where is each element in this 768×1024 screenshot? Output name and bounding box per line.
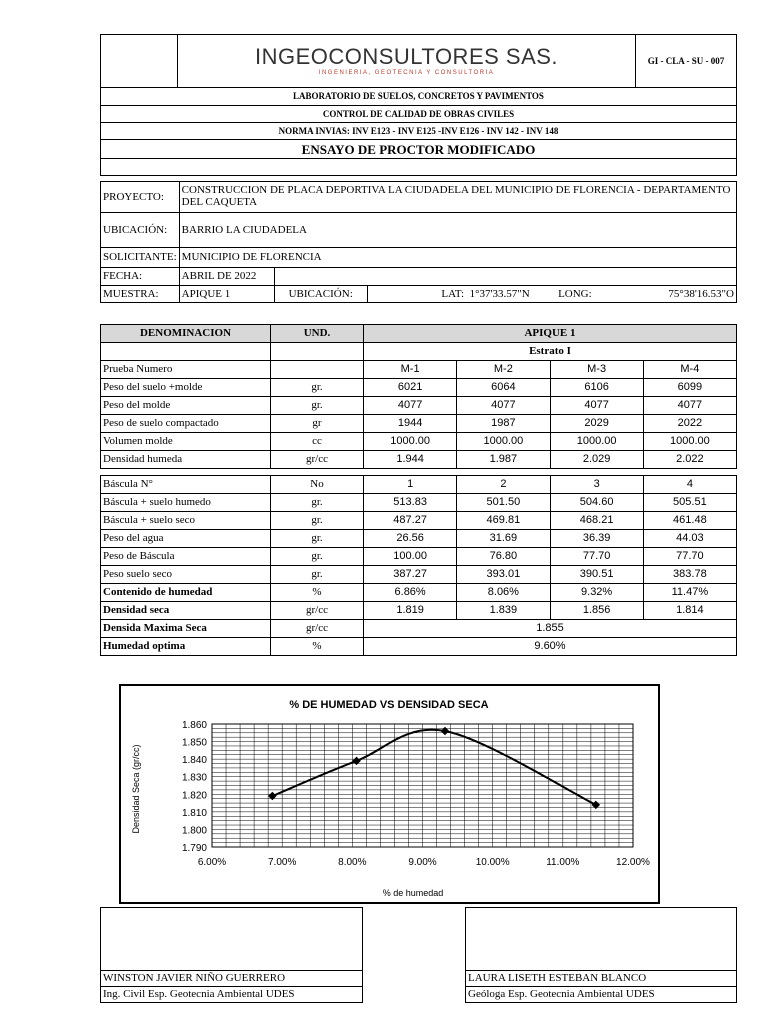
- table-gap: [101, 469, 737, 476]
- row-value: M-1: [364, 361, 457, 379]
- norma-title: NORMA INVIAS: INV E123 - INV E125 -INV E126 - INV 142 - INV 148: [101, 123, 737, 140]
- row-value: 2.022: [643, 451, 736, 469]
- row-value: 4077: [457, 397, 550, 415]
- row-value: 100.00: [364, 548, 457, 566]
- signer-title: Geóloga Esp. Geotecnia Ambiental UDES: [466, 987, 737, 1003]
- page-title: ENSAYO DE PROCTOR MODIFICADO: [101, 140, 737, 159]
- row-value: 4077: [550, 397, 643, 415]
- ubicacion-label: UBICACIÓN:: [101, 213, 180, 248]
- row-value: 6106: [550, 379, 643, 397]
- row-label: Peso del molde: [101, 397, 271, 415]
- row-unit: gr/cc: [271, 620, 364, 638]
- y-tick-label: 1.860: [181, 720, 207, 731]
- logo-sub: INGENIERIA, GEOTECNIA Y CONSULTORIA: [318, 70, 495, 76]
- row-value: M-2: [457, 361, 550, 379]
- row-value: 77.70: [643, 548, 736, 566]
- muestra-label: MUESTRA:: [101, 286, 180, 303]
- row-unit: gr.: [271, 397, 364, 415]
- row-value: 2029: [550, 415, 643, 433]
- row-value: 1.987: [457, 451, 550, 469]
- table-row: [101, 566, 737, 584]
- row-value: 77.70: [550, 548, 643, 566]
- row-unit: No: [271, 476, 364, 494]
- chart-svg: [121, 686, 658, 902]
- row-value: 1.814: [643, 602, 736, 620]
- lat-label: LAT:: [441, 287, 465, 300]
- row-value: 8.06%: [457, 584, 550, 602]
- table-row: [101, 361, 737, 379]
- table-row: [101, 530, 737, 548]
- row-unit: gr.: [271, 566, 364, 584]
- table-row: [101, 638, 737, 656]
- col-header-apique: APIQUE 1: [364, 325, 737, 343]
- table-row: [101, 584, 737, 602]
- long-label: LONG:: [532, 286, 594, 303]
- row-value: 3: [550, 476, 643, 494]
- muestra-value: APIQUE 1: [179, 286, 274, 303]
- gap-cell: [101, 469, 737, 476]
- row-label: Contenido de humedad: [101, 584, 271, 602]
- blank-cell: [101, 343, 271, 361]
- row-label: Báscula N°: [101, 476, 271, 494]
- lab-title: LABORATORIO DE SUELOS, CONCRETOS Y PAVIMENTOS: [101, 88, 737, 106]
- row-unit: gr.: [271, 494, 364, 512]
- logo: [178, 35, 636, 88]
- row-value: 9.32%: [550, 584, 643, 602]
- x-tick-label: 12.00%: [616, 857, 650, 868]
- fecha-value: ABRIL DE 2022: [179, 268, 274, 286]
- row-label: Densidad seca: [101, 602, 271, 620]
- row-value: 383.78: [643, 566, 736, 584]
- row-value: 1000.00: [457, 433, 550, 451]
- y-tick-label: 1.790: [181, 843, 207, 854]
- row-label: Humedad optima: [101, 638, 271, 656]
- row-label: Peso de Báscula: [101, 548, 271, 566]
- row-value: 1000.00: [550, 433, 643, 451]
- row-value: 1.819: [364, 602, 457, 620]
- row-value: 11.47%: [643, 584, 736, 602]
- estrato-label: Estrato I: [364, 343, 737, 361]
- blank-cell: [271, 343, 364, 361]
- row-value: 9.60%: [364, 638, 737, 656]
- y-tick-label: 1.850: [181, 737, 207, 749]
- row-value: 26.56: [364, 530, 457, 548]
- ubicacion2-label: UBICACIÓN:: [274, 286, 367, 303]
- row-value: 1000.00: [643, 433, 736, 451]
- y-tick-label: 1.830: [181, 772, 207, 784]
- table-row: [101, 397, 737, 415]
- row-value: 4077: [643, 397, 736, 415]
- info-table: [100, 181, 737, 303]
- row-value: 390.51: [550, 566, 643, 584]
- control-title: CONTROL DE CALIDAD DE OBRAS CIVILES: [101, 106, 737, 123]
- row-value: 6.86%: [364, 584, 457, 602]
- x-tick-label: 9.00%: [408, 857, 437, 868]
- data-point: [268, 792, 276, 800]
- row-unit: gr/cc: [271, 602, 364, 620]
- x-tick-label: 7.00%: [267, 857, 297, 868]
- row-label: Volumen molde: [101, 433, 271, 451]
- row-unit: gr: [271, 415, 364, 433]
- signature-area: [465, 907, 737, 970]
- row-unit: gr.: [271, 548, 364, 566]
- x-tick-label: 6.00%: [197, 857, 227, 868]
- row-label: Prueba Numero: [101, 361, 271, 379]
- y-tick-label: 1.800: [181, 825, 207, 837]
- row-value: 1.856: [550, 602, 643, 620]
- row-value: 1: [364, 476, 457, 494]
- row-value: 36.39: [550, 530, 643, 548]
- row-value: 513.83: [364, 494, 457, 512]
- lat-value: 1°37'33.57"N: [469, 287, 530, 300]
- row-value: 504.60: [550, 494, 643, 512]
- fecha-spacer: [274, 268, 736, 286]
- row-label: Peso de suelo compactado: [101, 415, 271, 433]
- row-value: 1.839: [457, 602, 550, 620]
- row-value: 1987: [457, 415, 550, 433]
- table-row: [101, 512, 737, 530]
- row-label: Densidad humeda: [101, 451, 271, 469]
- table-row: [101, 602, 737, 620]
- row-value: 4: [643, 476, 736, 494]
- table-row: [101, 433, 737, 451]
- chart: [119, 684, 660, 904]
- row-value: 4077: [364, 397, 457, 415]
- solicitante-value: MUNICIPIO DE FLORENCIA: [179, 248, 736, 268]
- signature-block-1: [100, 907, 363, 1003]
- row-unit: gr.: [271, 379, 364, 397]
- x-tick-label: 11.00%: [546, 857, 580, 868]
- row-label: Peso del suelo +molde: [101, 379, 271, 397]
- row-value: 1944: [364, 415, 457, 433]
- y-tick-label: 1.840: [181, 755, 207, 767]
- row-value: M-3: [550, 361, 643, 379]
- row-value: 505.51: [643, 494, 736, 512]
- row-unit: gr/cc: [271, 451, 364, 469]
- x-tick-label: 10.00%: [475, 857, 510, 868]
- signature-area: [100, 907, 363, 970]
- table-row: [101, 476, 737, 494]
- row-unit: gr.: [271, 512, 364, 530]
- table-row: [101, 494, 737, 512]
- row-value: 1.944: [364, 451, 457, 469]
- row-value: 6021: [364, 379, 457, 397]
- ubicacion-value: BARRIO LA CIUDADELA: [179, 213, 736, 248]
- table-row: [101, 379, 737, 397]
- table-row: [101, 451, 737, 469]
- row-unit: gr.: [271, 530, 364, 548]
- row-label: Peso suelo seco: [101, 566, 271, 584]
- row-unit: [271, 361, 364, 379]
- lat-cell: [367, 286, 532, 303]
- proyecto-value: CONSTRUCCION DE PLACA DEPORTIVA LA CIUDADELA DEL MUNICIPIO DE FLORENCIA - DEPARTAMENTO DEL CAQUETA: [179, 182, 736, 213]
- header-left-cell: [101, 35, 178, 88]
- row-value: 501.50: [457, 494, 550, 512]
- proctor-data-table: [100, 324, 737, 656]
- row-value: 1000.00: [364, 433, 457, 451]
- x-tick-label: 8.00%: [338, 857, 367, 868]
- row-value: 461.48: [643, 512, 736, 530]
- row-value: 469.81: [457, 512, 550, 530]
- row-value: 76.80: [457, 548, 550, 566]
- row-unit: %: [271, 638, 364, 656]
- row-value: 6064: [457, 379, 550, 397]
- chart-ticks: [182, 720, 650, 868]
- col-header-und: UND.: [271, 325, 364, 343]
- row-value: 393.01: [457, 566, 550, 584]
- y-tick-label: 1.810: [181, 807, 207, 819]
- row-value: 387.27: [364, 566, 457, 584]
- chart-title: % DE HUMEDAD VS DENSIDAD SECA: [289, 699, 489, 711]
- proyecto-label: PROYECTO:: [101, 182, 180, 213]
- solicitante-label: SOLICITANTE:: [101, 248, 180, 268]
- row-value: 44.03: [643, 530, 736, 548]
- row-value: 1.855: [364, 620, 737, 638]
- table-row: [101, 620, 737, 638]
- col-header-denominacion: DENOMINACION: [101, 325, 271, 343]
- signer-title: Ing. Civil Esp. Geotecnia Ambiental UDES: [101, 987, 363, 1003]
- row-label: Densida Maxima Seca: [101, 620, 271, 638]
- row-unit: %: [271, 584, 364, 602]
- signer-name: WINSTON JAVIER NIÑO GUERRERO: [101, 971, 363, 987]
- fecha-label: FECHA:: [101, 268, 180, 286]
- chart-y-axis-label: Densidad Seca (gr/cc): [131, 744, 141, 834]
- long-value: 75°38'16.53"O: [594, 286, 737, 303]
- table-row: [101, 548, 737, 566]
- row-unit: cc: [271, 433, 364, 451]
- row-label: Báscula + suelo seco: [101, 512, 271, 530]
- logo-main: INGEOCONSULTORES SAS.: [254, 44, 559, 69]
- document-code: GI - CLA - SU - 007: [636, 35, 737, 88]
- row-value: M-4: [643, 361, 736, 379]
- row-value: 487.27: [364, 512, 457, 530]
- chart-x-axis-label: % de humedad: [382, 888, 444, 898]
- table-row: [101, 415, 737, 433]
- header-table: [100, 34, 737, 176]
- header-spacer: [101, 159, 737, 176]
- data-point: [352, 757, 360, 765]
- data-point: [592, 801, 600, 809]
- row-value: 2.029: [550, 451, 643, 469]
- signer-name: LAURA LISETH ESTEBAN BLANCO: [466, 971, 737, 987]
- row-value: 2022: [643, 415, 736, 433]
- row-value: 6099: [643, 379, 736, 397]
- row-value: 468.21: [550, 512, 643, 530]
- data-point: [441, 727, 449, 735]
- row-value: 2: [457, 476, 550, 494]
- y-tick-label: 1.820: [181, 790, 207, 802]
- row-label: Peso del agua: [101, 530, 271, 548]
- row-value: 31.69: [457, 530, 550, 548]
- signature-block-2: [465, 907, 737, 1003]
- series-line: [272, 730, 595, 805]
- row-label: Báscula + suelo humedo: [101, 494, 271, 512]
- chart-grid: [212, 724, 633, 847]
